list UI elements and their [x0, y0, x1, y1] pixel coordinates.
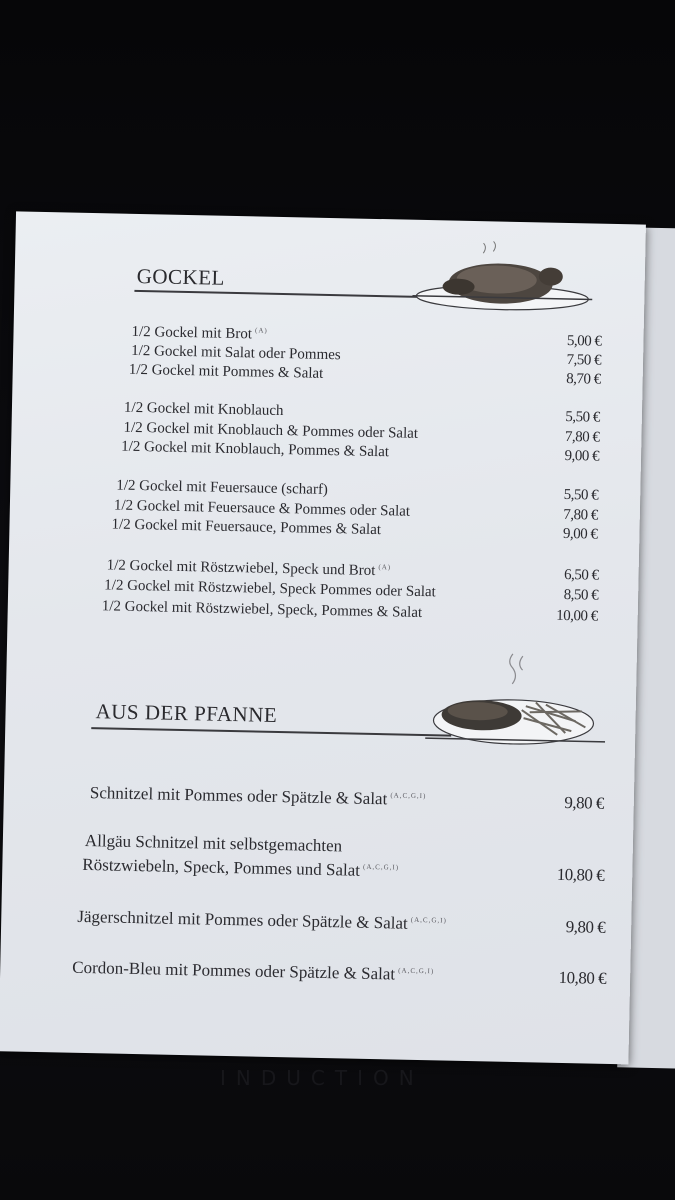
menu-item — [77, 907, 605, 938]
schnitzel-fries-plate-icon — [425, 648, 607, 752]
menu-page — [0, 211, 646, 1064]
item-price: 7,80 € — [564, 428, 600, 446]
item-name: 1/2 Gockel mit Feuersauce (scharf) — [116, 477, 329, 498]
item-name: 1/2 Gockel mit Röstzwiebel, Speck Pommes oder Salat — [104, 577, 436, 601]
section-title-pfanne: AUS DER PFANNE — [95, 699, 278, 727]
allergen-codes: (A) — [254, 326, 268, 335]
item-name: 1/2 Gockel mit Knoblauch, Pommes & Salat — [120, 438, 390, 461]
item-name-line-2: Röstzwiebeln, Speck, Pommes und Salat — [82, 854, 361, 880]
item-price: 5,50 € — [563, 486, 599, 504]
item-price: 6,50 € — [563, 566, 599, 584]
item-price: 5,00 € — [566, 332, 602, 350]
item-name: Cordon-Bleu mit Pommes oder Spätzle & Salat — [72, 957, 396, 984]
roast-chicken-plate-icon — [412, 238, 593, 314]
cooktop-label: INDUCTION — [220, 1066, 424, 1090]
item-price: 7,50 € — [566, 351, 602, 369]
item-price: 7,80 € — [563, 506, 598, 524]
allergen-codes: (A,C,G,I) — [398, 966, 435, 976]
item-name: 1/2 Gockel mit Knoblauch — [123, 399, 284, 420]
allergen-codes: (A,C,G,I) — [362, 863, 400, 872]
item-name: Jägerschnitzel mit Pommes oder Spätzle & Salat — [77, 906, 408, 933]
item-name: 1/2 Gockel mit Brot — [131, 323, 253, 343]
item-name: Allgäu Schnitzel mit selbstgemachten — [84, 830, 343, 856]
item-name: Schnitzel mit Pommes oder Spätzle & Salat — [89, 783, 388, 809]
item-price: 10,80 € — [556, 864, 605, 885]
item-name: 1/2 Gockel mit Röstzwiebel, Speck, Pommes & Salat — [101, 598, 423, 621]
item-price: 9,80 € — [565, 917, 606, 937]
menu-item — [72, 958, 606, 989]
section-title-gockel: GOCKEL — [136, 263, 226, 290]
item-price: 8,70 € — [566, 370, 601, 388]
item-name: 1/2 Gockel mit Pommes & Salat — [128, 361, 324, 382]
item-name: 1/2 Gockel mit Röstzwiebel, Speck und Brot — [106, 557, 376, 580]
item-name: 1/2 Gockel mit Knoblauch & Pommes oder Salat — [123, 419, 419, 442]
allergen-codes: (A,C,G,I) — [410, 916, 447, 925]
item-name: 1/2 Gockel mit Salat oder Pommes — [131, 342, 341, 364]
allergen-codes: (A) — [378, 563, 392, 572]
item-price: 10,00 € — [556, 607, 598, 625]
item-price: 10,80 € — [558, 967, 607, 988]
item-price: 5,50 € — [565, 408, 601, 426]
item-name: 1/2 Gockel mit Feuersauce, Pommes & Salat — [111, 516, 382, 539]
allergen-codes: (A,C,G,I) — [390, 791, 427, 801]
section-rule-gockel — [134, 290, 444, 298]
item-name: 1/2 Gockel mit Feuersauce & Pommes oder Salat — [113, 497, 411, 520]
item-price: 9,00 € — [564, 447, 600, 465]
menu-item — [90, 783, 604, 814]
item-price: 9,80 € — [564, 793, 605, 813]
section-rule-pfanne — [91, 727, 451, 736]
item-price: 8,50 € — [563, 586, 599, 604]
item-price: 9,00 € — [562, 525, 598, 543]
